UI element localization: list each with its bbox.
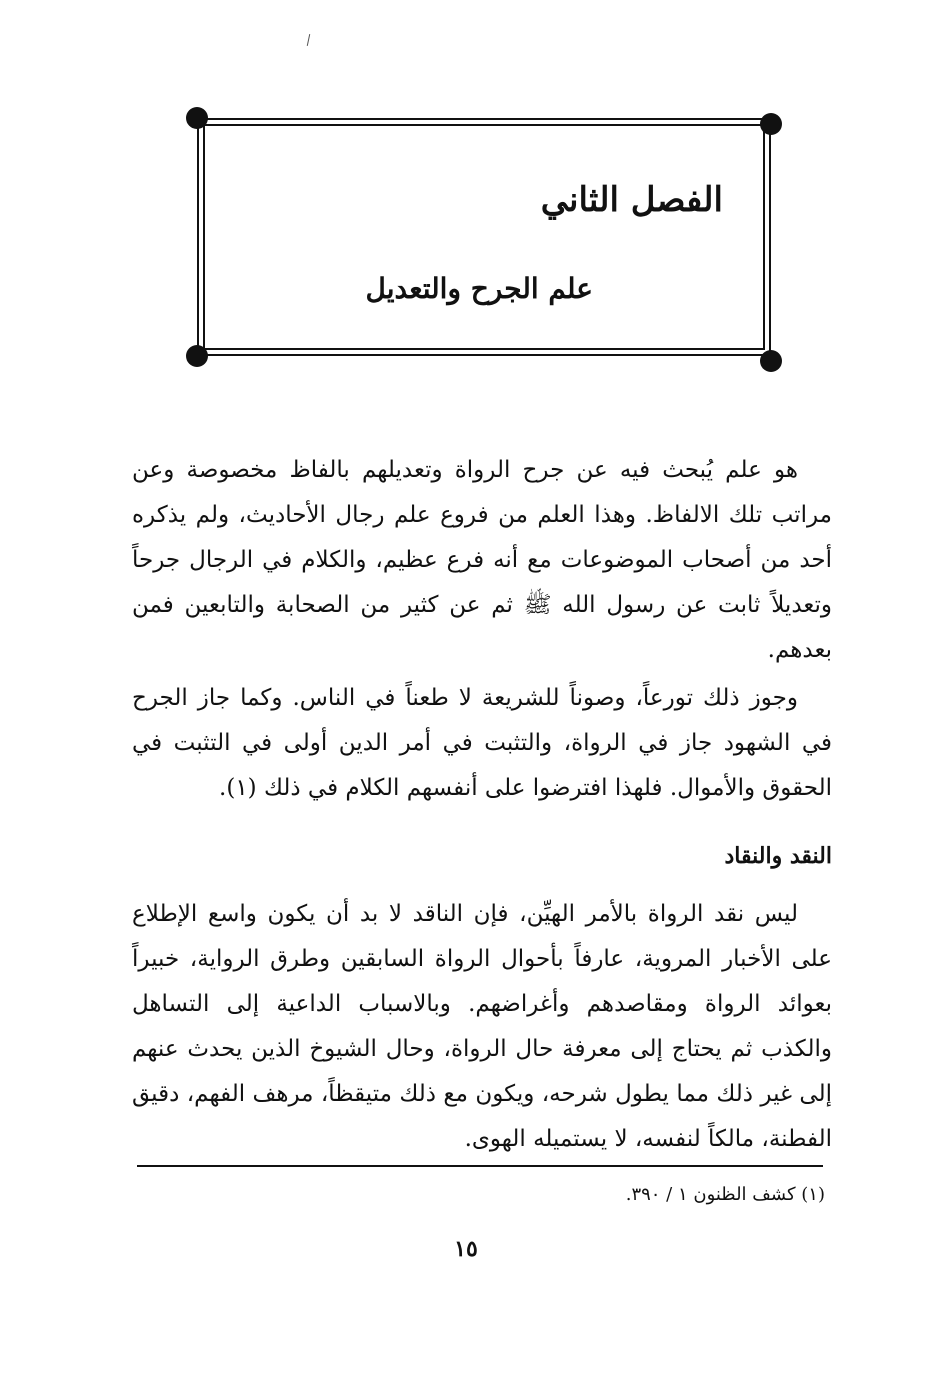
footnote-divider [137, 1165, 823, 1167]
chapter-subtitle: علم الجرح والتعديل [365, 272, 593, 305]
corner-dot-bottom-left [186, 345, 208, 367]
scan-mark [307, 34, 310, 46]
section-heading: النقد والنقاد [724, 843, 832, 869]
corner-dot-top-right [760, 113, 782, 135]
chapter-title: الفصل الثاني [540, 180, 723, 220]
body-paragraph-definition: هو علم يُبحث فيه عن جرح الرواة وتعديلهم بالفاظ مخصوصة وعن مراتب تلك الالفاظ. وهذا العلم من فروع علم رجال الأحاديث، ولم يذكره أحد من أصحاب الموضوعات مع أنه فرع عظيم، والكلام في الرجال جرحاً وتعديلاً ثابت عن رسول الله ﷺ ثم عن كثير من الصحابة والتابعين فمن بعدهم. [132, 457, 832, 663]
corner-dot-bottom-right [760, 350, 782, 372]
chapter-title-frame [197, 118, 771, 356]
footnote: (١) كشف الظنون ١ / ٣٩٠. [625, 1184, 825, 1205]
corner-dot-top-left [186, 107, 208, 129]
body-paragraph-critics: ليس نقد الرواة بالأمر الهيِّن، فإن الناقد لا بد أن يكون واسع الإطلاع على الأخبار المروية، عارفاً بأحوال الرواة السابقين وطرق الرواية، خبيراً بعوائد الرواة ومقاصدهم وأغراضهم. وبالاسباب الداعية إلى التساهل والكذب ثم يحتاج إلى معرفة حال الرواة، وحال الشيوخ الذين يحدث عنهم إلى غير ذلك مما يطول شرحه، ويكون مع ذلك متيقظاً، مرهف الفهم، دقيق الفطنة، مالكاً لنفسه، لا يستميله الهوى. [132, 901, 832, 1152]
frame-inner-border [203, 124, 765, 350]
body-paragraph-permissibility: وجوز ذلك تورعاً، وصوناً للشريعة لا طعناً في الناس. وكما جاز الجرح في الشهود جاز في الرواة، والتثبت في أمر الدين أولى في التثبت في الحقوق والأموال. فلهذا افترضوا على أنفسهم الكلام في ذلك (١). [132, 685, 832, 801]
page-number: ١٥ [454, 1236, 478, 1262]
